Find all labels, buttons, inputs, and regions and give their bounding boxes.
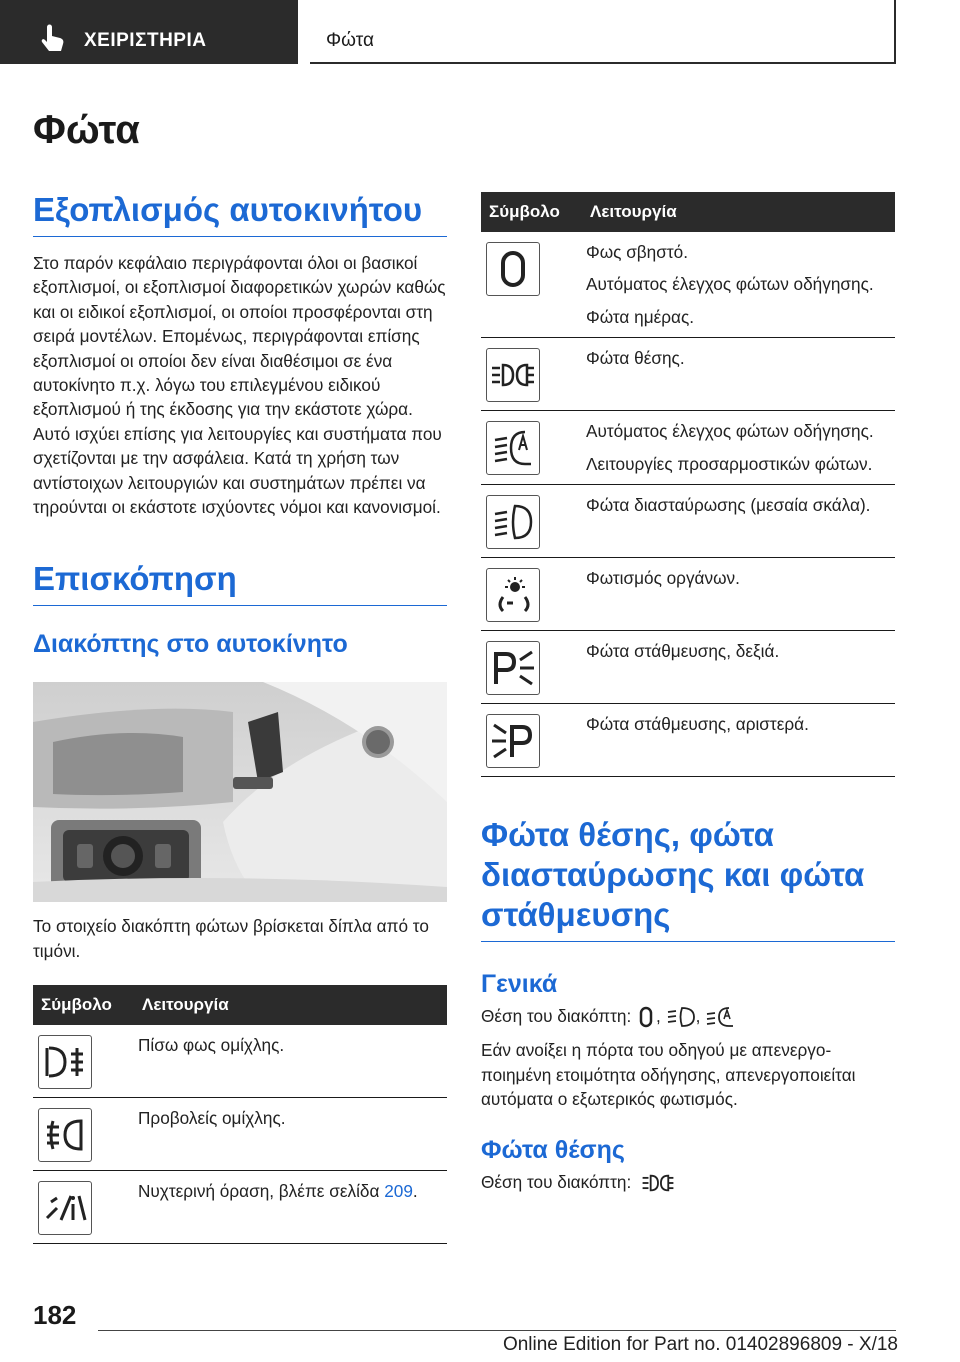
switch-subheading: Διακόπτης στο αυτοκίνητο (33, 630, 348, 659)
page-link-209[interactable]: 209 (384, 1181, 413, 1202)
chapter-label: Φώτα (326, 30, 374, 51)
function-text: Φώτα στάθμευσης, αριστερά. (586, 714, 809, 735)
column-header-function: Λειτουργία (584, 192, 895, 232)
parking-light-left-icon (486, 714, 540, 768)
table-row (33, 1025, 447, 1098)
light-switch-photo (33, 682, 447, 902)
parking-light-right-icon (486, 641, 540, 695)
auto-headlight-icon (486, 421, 540, 475)
table-row (481, 232, 895, 338)
positions-heading: Φώτα θέσης, φώτα διασταύρωσης και φώτα στάθμευσης (481, 815, 895, 942)
night-vision-icon (38, 1181, 92, 1235)
table-row (481, 411, 895, 485)
parking-lights-icon (636, 1172, 680, 1194)
symbol-table-right (481, 192, 895, 777)
function-text: Φωτισμός οργάνων. (586, 568, 740, 589)
section-label: ΧΕΙΡΙΣΤΗΡΙΑ (84, 30, 207, 51)
parking-switch-line: Θέση του διακόπτη: (481, 1170, 895, 1194)
low-beam-icon (666, 1006, 696, 1028)
lights-off-icon (636, 1006, 656, 1028)
table-row (481, 558, 895, 631)
function-text: Αυτόματος έλεγχος φώτων οδήγησης. (586, 421, 874, 442)
equipment-heading: Εξοπλισμός αυτοκινήτου (33, 190, 447, 237)
function-text: Αυτόματος έλεγχος φώτων οδήγησης. (586, 274, 874, 295)
table-row (481, 631, 895, 704)
hand-pointer-icon (40, 24, 66, 54)
function-text: Νυχτερινή όραση, βλέπε σελίδα 209. (138, 1181, 418, 1202)
low-beam-icon (486, 495, 540, 549)
table-row (481, 338, 895, 411)
general-paragraph: Εάν ανοίξει η πόρτα του οδηγού με απενεργοποιημένη ετοιμότητα οδήγησης, απενεργοποιείται αυτόματα ο εξωτερικός φωτισμός. (481, 1040, 856, 1110)
function-text: Πίσω φως ομίχλης. (138, 1035, 285, 1056)
parking-lights-icon (486, 348, 540, 402)
footer-divider (98, 1330, 896, 1331)
header-section-tab (0, 0, 298, 64)
function-text: Φώτα ημέρας. (586, 306, 695, 327)
function-text: Φώτα στάθμευσης, δεξιά. (586, 641, 780, 662)
table-row (33, 1171, 447, 1244)
rear-fog-light-icon (38, 1035, 92, 1089)
overview-heading: Επισκόπηση (33, 559, 447, 606)
column-header-function: Λειτουργία (136, 985, 447, 1025)
front-fog-light-icon (38, 1108, 92, 1162)
auto-headlight-icon (705, 1006, 735, 1028)
function-text: Φώτα θέσης. (586, 348, 685, 369)
switch-position-line: Θέση του διακόπτη: , , (481, 1004, 895, 1028)
instrument-lighting-icon (486, 568, 540, 622)
parking-lights-subheading: Φώτα θέσης (481, 1135, 625, 1164)
general-subheading: Γενικά (481, 970, 558, 999)
left-column (33, 100, 447, 1244)
function-text: Προβολείς ομίχλης. (138, 1108, 286, 1129)
footer-edition: Online Edition for Part no. 01402896809 - X/18 (502, 1334, 898, 1355)
function-text: Φως σβηστό. (586, 242, 688, 262)
function-text: Φώτα διασταύρωσης (μεσαία σκάλα). (586, 495, 871, 516)
equipment-paragraph: Στο παρόν κεφάλαιο περιγράφονται όλοι οι βασικοί εξοπλισμοί, οι εξοπλισμοί διαφορετικών χωρών καθώς και οι ειδικοί εξοπλισμοί, οι οποίοι προσφέρονται στη σειρά μοντέλων. Επομένως, περιγράφονται επίσης εξοπλισμοί οι οποίοι δεν είναι διαθέσιμοι σε ένα αυτοκίνητο π.χ. λόγω του επιλεγμένου ειδικού εξοπλισμού ή της έκδοσης για την εκάστοτε χώρα. Αυτό ισχύει επίσης για λειτουργίες και συστήματα που σχετίζονται με την ασφάλεια. Κατά τη χρήση των αντίστοιχων λειτουργιών και συστημάτων πρέπει να τηρούνται οι εκάστοτε ισχύοντες νόμοι και κανονισμοί. (33, 253, 446, 518)
table-row (33, 1098, 447, 1171)
right-column (481, 192, 895, 1194)
lights-off-icon (486, 242, 540, 296)
table-row (481, 485, 895, 558)
header-chapter-tab (310, 0, 896, 64)
column-header-symbol: Σύμβολο (33, 985, 136, 1025)
symbol-table-left (33, 985, 447, 1244)
page-title: Φώτα (33, 108, 140, 152)
function-text: Λειτουργίες προσαρμοστικών φώτων. (586, 453, 873, 474)
table-row (481, 704, 895, 777)
column-header-symbol: Σύμβολο (481, 192, 584, 232)
page-number: 182 (33, 1300, 77, 1330)
switch-caption: Το στοιχείο διακόπτη φώτων βρίσκεται δίπλα από το τιμόνι. (33, 916, 429, 961)
